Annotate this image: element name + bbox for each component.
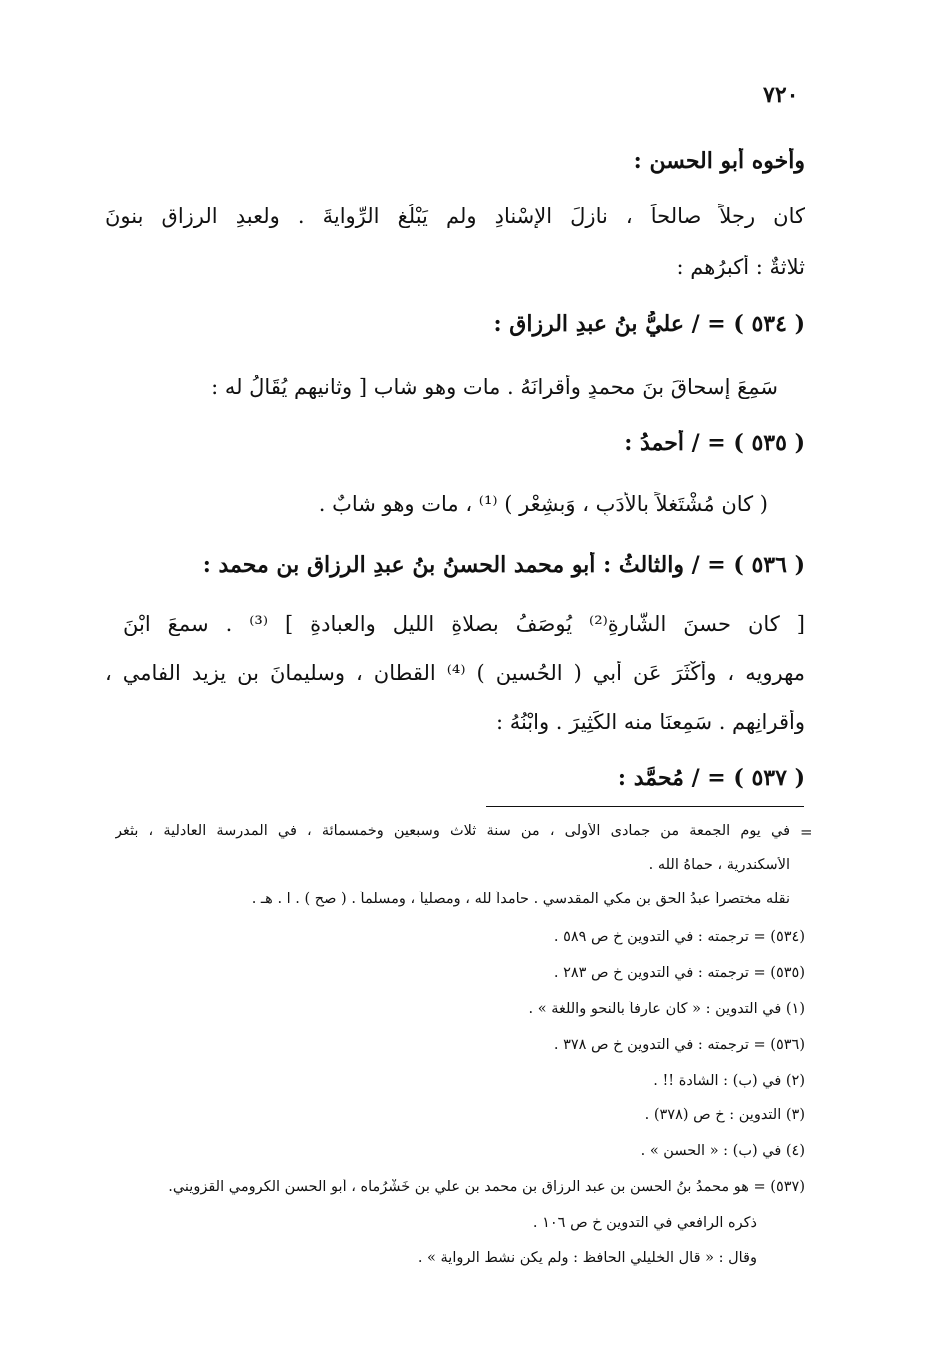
footnote-537-line-1: (٥٣٧) = هو محمدُ بنُ الحسن بن عبد الرزاق بن محمد بن علي بن خَشْرُماه ، أبو الحسن الكرومي القزويني. [168, 1179, 805, 1195]
page-number: ٧٢٠ [763, 82, 799, 108]
heading-brother: وأخوه أبو الحسن : [633, 148, 805, 174]
entry-535-heading: ( ٥٣٥ ) = / أحمدُ : [624, 430, 805, 456]
footnote-1: (١) في التدوين : « كان عارفاً بالنحو واللغة » . [528, 1001, 805, 1017]
footnote-continuation-marker: = [800, 823, 813, 841]
footnote-continuation-line-2: الأسكندرية ، حماهُ الله . [648, 857, 790, 873]
footnote-4: (٤) في (ب) : « الحسن » . [640, 1143, 805, 1159]
footnote-534: (٥٣٤) = ترجمته : في التدوين خ ص ٥٨٩ . [553, 929, 805, 945]
entry-534-text: سَمِعَ إسحاقَ بنَ محمدٍ وأقرانَهُ . مات وهو شاب [ وثانيهم يُقَالُ له : [211, 375, 778, 399]
footnote-continuation-line-1: في يوم الجمعة من جمادى الأولى ، من سنة ثلاث وسبعين وخمسمائة ، في المدرسة العادلية ، بثغر [115, 823, 790, 839]
paragraph-1-line-2: ثلاثةٌ : أكبرُهم : [676, 255, 805, 279]
entry-537-heading: ( ٥٣٧ ) = / مُحمَّد : [617, 765, 805, 791]
entry-534-heading: ( ٥٣٤ ) = / عليُّ بنُ عبدِ الرزاق : [493, 311, 805, 337]
paragraph-1-line-1: كان رجلاً صالحاً ، نازلَ الإسْنادِ ولم يَبْلُغ الرِّوايةَ . ولعبدِ الرزاقِ بنونَ [105, 204, 805, 228]
entry-536-line-1: [ كان حسنَ الشَّارةِ⁽²⁾ يُوصَفُ بصلاةِ الليلِ والعبادةِ ] ⁽³⁾ . سمعَ ابْنَ [123, 612, 805, 636]
footnote-separator [486, 806, 804, 807]
entry-536-line-2: مهرويه ، وأَكْثَرَ عَن أبي ( الحُسين ) ⁽⁴⁾ القطانِ ، وسليمانَ بن يزيد الفامي ، [105, 661, 805, 685]
footnote-536: (٥٣٦) = ترجمته : في التدوين خ ص ٣٧٨ . [553, 1037, 805, 1053]
footnote-3: (٣) التدوين : خ ص (٣٧٨) . [644, 1107, 805, 1123]
footnote-537-line-2: ذكره الرافعي في التدوين خ ص ١٠٦ . [532, 1215, 757, 1231]
footnote-continuation-line-3: نقله مختصراً عبدُ الحق بن مكي المقدسي . حامداً لله ، ومصلياً ، ومسلماً . ( صح ) . ا . هـ . [251, 891, 790, 907]
footnote-537-line-3: وقال : « قال الخليلي الحافظ : ولم يكن نشط الرواية » . [417, 1250, 757, 1266]
footnote-535: (٥٣٥) = ترجمته : في التدوين خ ص ٢٨٣ . [553, 965, 805, 981]
footnote-2: (٢) في (ب) : الشادة !! . [653, 1073, 805, 1089]
entry-536-line-3: وأقرانِهم . سَمِعنَا منه الكَثِيرَ . وابْنُهُ : [495, 710, 805, 734]
entry-536-heading: ( ٥٣٦ ) = / والثالثُ : أبو محمد الحسنُ بنُ عبدِ الرزاق بنِ محمد : [202, 552, 805, 578]
entry-535-text: ( كان مُشْتَغلاً بالأَدَبِ ، وَبشِعْرٍ ) ⁽¹⁾ ، مات وهو شابٌ . [318, 492, 768, 516]
